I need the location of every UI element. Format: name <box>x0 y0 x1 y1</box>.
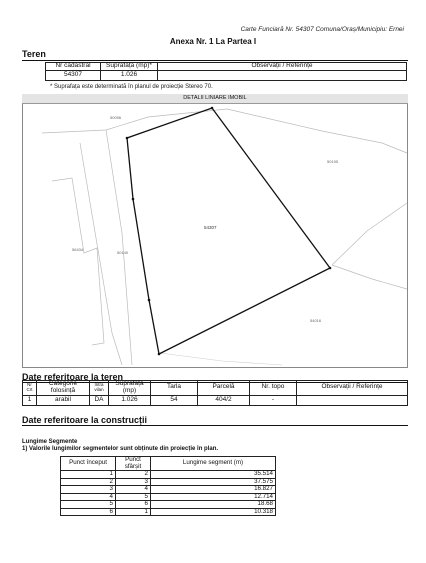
table-row <box>61 471 276 479</box>
teren-data-row <box>46 70 407 80</box>
neighbor-house-outline <box>52 178 104 345</box>
date-teren-table <box>22 380 408 406</box>
cell-tarla: 54 <box>151 395 198 405</box>
cell-suprafata: 1.026 <box>101 70 158 80</box>
cell-end: 1 <box>116 508 151 516</box>
date-teren-data-row <box>23 395 408 405</box>
label-top: 50096 <box>110 115 122 120</box>
road-line-west <box>80 143 122 365</box>
label-center: 54307 <box>204 225 217 230</box>
teren-table <box>45 62 407 81</box>
cell-length: 10.318 <box>151 508 276 516</box>
col-tarla: Tarla <box>151 381 198 396</box>
segmente-title: Lungime Segmente <box>22 439 78 445</box>
col-nr-topo: Nr. topo <box>250 381 297 396</box>
table-row <box>61 486 276 494</box>
cell-end: 4 <box>116 486 151 494</box>
teren-underline <box>22 60 408 61</box>
table-row <box>61 493 276 501</box>
col-nr-crt: Nr Crt <box>23 381 37 396</box>
cell-observatii <box>158 70 407 80</box>
cell-end: 5 <box>116 493 151 501</box>
cell-categorie: arabil <box>37 395 90 405</box>
cell-start: 6 <box>61 508 116 516</box>
table-row <box>61 508 276 516</box>
document-header: Carte Funciară Nr. 54307 Comuna/Oraș/Municipiu: Ernei <box>240 26 404 33</box>
cell-start: 3 <box>61 486 116 494</box>
cell-length: 16.827 <box>151 486 276 494</box>
col-intravilan: Intra vilan <box>90 381 109 396</box>
col-lungime: Lungime segment (m) <box>151 457 276 471</box>
col-categorie: Categorie folosință <box>37 381 90 396</box>
segmente-header-row <box>61 457 276 471</box>
constructii-title: Date referitoare la construcții <box>22 415 148 425</box>
cell-nr-topo: - <box>250 395 297 405</box>
col-observatii-referinte: Observații / Referințe <box>297 381 408 396</box>
col-suprafata-mp: Suprafața (mp) <box>109 381 151 396</box>
segmente-subtitle: 1) Valorile lungimilor segmentelor sunt obținute din proiecție în plan. <box>22 446 219 452</box>
date-teren-title: Date referitoare la teren <box>22 372 124 382</box>
teren-title: Teren <box>22 49 46 59</box>
col-suprafata: Suprafața (mp)* <box>101 63 158 71</box>
label-left-house: 56434 <box>72 247 84 252</box>
neighbor-right-line <box>227 109 407 153</box>
neighbor-bottom-line <box>160 353 282 365</box>
label-bottom-right: 54016 <box>310 318 322 323</box>
vertex-point <box>158 353 161 356</box>
constructii-underline <box>22 425 408 426</box>
cell-start: 5 <box>61 501 116 509</box>
road-line-east <box>106 130 132 365</box>
cell-start: 4 <box>61 493 116 501</box>
col-punct-sfarsit: Punct sfârșit <box>116 457 151 471</box>
cell-length: 37.575 <box>151 478 276 486</box>
col-nr-cadastral: Nr cadastral <box>46 63 101 71</box>
annex-title: Anexa Nr. 1 La Partea I <box>169 37 257 46</box>
cell-length: 35.514 <box>151 471 276 479</box>
teren-header-row <box>46 63 407 71</box>
cell-start: 2 <box>61 478 116 486</box>
cell-nr-cadastral: 54307 <box>46 70 101 80</box>
cell-nr-crt: 1 <box>23 395 37 405</box>
date-teren-header-row <box>23 381 408 396</box>
table-row <box>61 501 276 509</box>
vertex-point <box>126 137 129 140</box>
cell-length: 12.714 <box>151 493 276 501</box>
cell-suprafata-mp: 1.026 <box>109 395 151 405</box>
vertex-point <box>148 299 151 302</box>
map-title: DETALII LINIARE IMOBIL <box>22 94 408 104</box>
neighbor-south-line <box>332 265 407 289</box>
col-observatii: Observații / Referințe <box>158 63 407 71</box>
cell-end: 3 <box>116 478 151 486</box>
label-left-road: 50140 <box>117 250 129 255</box>
neighbor-east-line <box>332 203 407 265</box>
parcel-boundary <box>127 108 330 354</box>
parcel-map <box>22 103 408 368</box>
table-row <box>61 478 276 486</box>
col-punct-inceput: Punct început <box>61 457 116 471</box>
cell-end: 6 <box>116 501 151 509</box>
vertex-point <box>329 267 332 270</box>
cell-end: 2 <box>116 471 151 479</box>
cell-observatii-referinte <box>297 395 408 405</box>
cell-parcela: 404/2 <box>198 395 250 405</box>
cell-start: 1 <box>61 471 116 479</box>
cell-length: 18.68 <box>151 501 276 509</box>
vertex-point <box>132 198 135 201</box>
col-parcela: Parcelă <box>198 381 250 396</box>
teren-note: * Suprafața este determinată în planul de proiecție Stereo 70. <box>50 84 213 90</box>
label-right: 50195 <box>327 159 339 164</box>
segmente-table <box>60 456 276 516</box>
cell-intravilan: DA <box>90 395 109 405</box>
vertex-point <box>211 107 214 110</box>
